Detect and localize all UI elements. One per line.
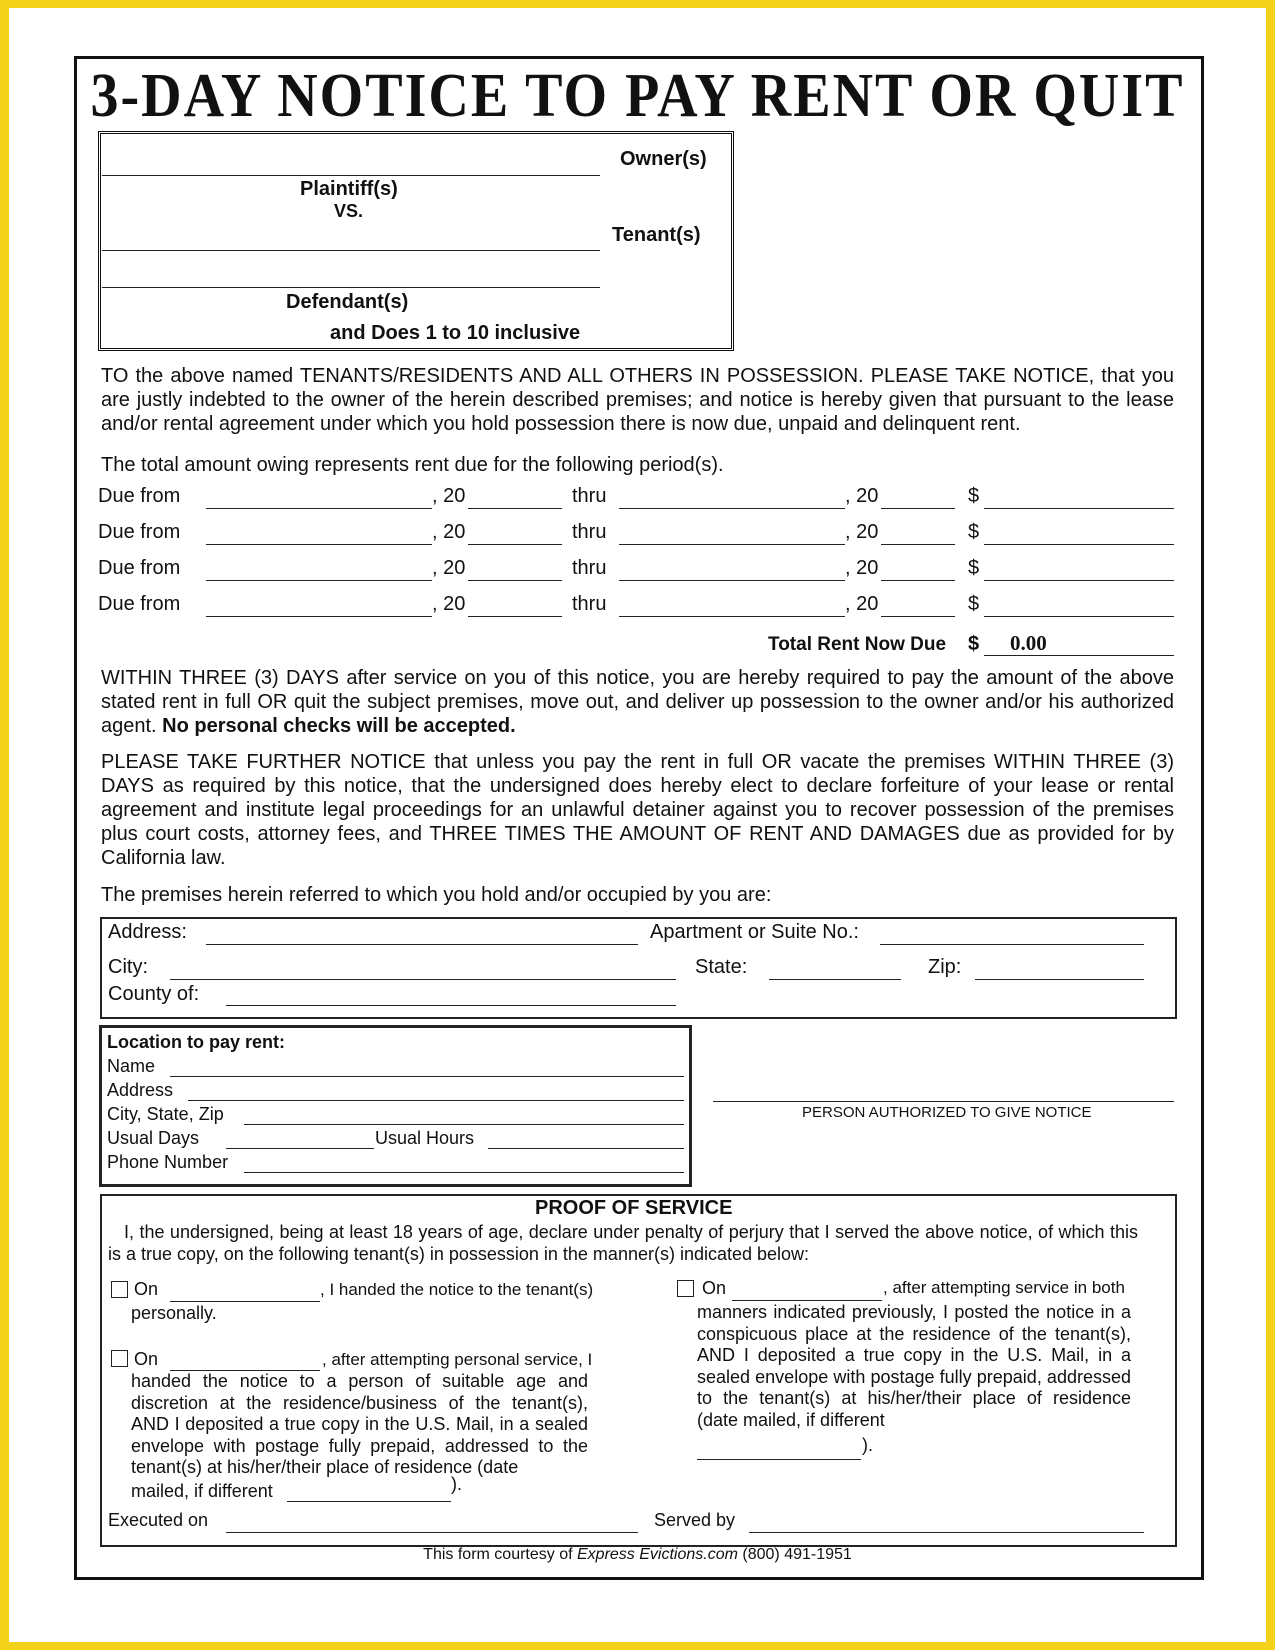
intro-paragraph: TO the above named TENANTS/RESIDENTS AND ALL OTHERS IN POSSESSION. PLEASE TAKE NOTICE, that you are justly indebted to the owner of the herein described premises; and notice is hereby given that pursuant to the lease and/or rental agreement under which you hold possession there is now due, unpaid and delinquent rent. xyxy=(101,365,1174,435)
option1-date-field[interactable] xyxy=(170,1301,320,1302)
pay-days-label: Usual Days xyxy=(107,1128,200,1148)
from-year-field[interactable] xyxy=(468,616,562,617)
option2-on-label: On xyxy=(134,1349,159,1369)
form-title: 3-DAY NOTICE TO PAY RENT OR QUIT xyxy=(90,61,1185,131)
tenant-line xyxy=(102,250,600,251)
option1-on-label: On xyxy=(134,1279,159,1299)
thru-label: thru xyxy=(572,557,607,579)
within-paragraph xyxy=(101,666,1174,738)
year-prefix: , 20 xyxy=(845,485,879,507)
pay-address-label: Address xyxy=(107,1080,174,1100)
year-prefix: , 20 xyxy=(432,557,466,579)
pay-city-field[interactable] xyxy=(244,1124,684,1125)
option2-mailed: mailed, if different xyxy=(131,1481,273,1501)
pay-name-label: Name xyxy=(107,1056,156,1076)
currency-label: $ xyxy=(968,521,980,543)
served-by-field[interactable] xyxy=(749,1532,1144,1533)
state-label: State: xyxy=(695,956,748,978)
thru-year-field[interactable] xyxy=(881,616,955,617)
does-label: and Does 1 to 10 inclusive xyxy=(330,322,581,344)
plaintiff-label: Plaintiff(s) xyxy=(300,178,398,200)
thru-year-field[interactable] xyxy=(881,508,955,509)
apt-label: Apartment or Suite No.: xyxy=(650,921,859,943)
executed-label: Executed on xyxy=(108,1510,209,1530)
proof-declaration-text: I, the undersigned, being at least 18 years of age, declare under penalty of perjury that I served the above notice, of which this is a true copy, on the following tenant(s) in possession in the manner(s) indicated below: xyxy=(108,1222,1138,1264)
address-field[interactable] xyxy=(206,944,638,945)
state-field[interactable] xyxy=(769,979,901,980)
footer xyxy=(0,1546,1275,1564)
option3-date-field[interactable] xyxy=(732,1300,882,1301)
due-from-label: Due from xyxy=(98,485,181,507)
proof-heading: PROOF OF SERVICE xyxy=(535,1197,733,1219)
option3-on-label: On xyxy=(702,1278,727,1298)
authorized-label: PERSON AUTHORIZED TO GIVE NOTICE xyxy=(802,1104,1092,1121)
footer-prefix: This form courtesy of xyxy=(423,1546,573,1563)
premises-box xyxy=(100,917,1177,1019)
thru-label: thru xyxy=(572,485,607,507)
year-prefix: , 20 xyxy=(845,593,879,615)
currency-label: $ xyxy=(968,557,980,579)
option3-close: ). xyxy=(862,1435,873,1455)
pay-hours-label: Usual Hours xyxy=(375,1128,475,1148)
further-notice-paragraph: PLEASE TAKE FURTHER NOTICE that unless you pay the rent in full OR vacate the premises WITHIN THREE (3) DAYS as required by this notice, that the undersigned does hereby elect to declare forfeiture of your lease or rental agreement and institute legal proceedings for an unlawful detainer against you to recover possession of the premises plus court costs, attorney fees, and THREE TIMES THE AMOUNT OF RENT AND DAMAGES due as provided for by California law. xyxy=(101,751,1174,869)
city-label: City: xyxy=(108,956,148,978)
total-currency: $ xyxy=(968,633,980,655)
option1-cont: personally. xyxy=(131,1303,217,1323)
option3-mailed-field[interactable] xyxy=(697,1459,861,1460)
zip-label: Zip: xyxy=(928,956,962,978)
pay-location-heading: Location to pay rent: xyxy=(107,1032,286,1052)
served-label: Served by xyxy=(654,1510,736,1530)
option2-checkbox[interactable] xyxy=(111,1350,128,1367)
amount-field[interactable] xyxy=(984,580,1174,581)
due-from-label: Due from xyxy=(98,557,181,579)
no-checks-text: No personal checks will be accepted. xyxy=(162,715,516,737)
due-from-label: Due from xyxy=(98,593,181,615)
option1-text: , I handed the notice to the tenant(s) xyxy=(320,1280,594,1299)
county-field[interactable] xyxy=(226,1005,676,1006)
zip-field[interactable] xyxy=(975,979,1144,980)
from-date-field[interactable] xyxy=(206,508,432,509)
from-year-field[interactable] xyxy=(468,580,562,581)
total-label: Total Rent Now Due xyxy=(768,634,947,655)
thru-label: thru xyxy=(572,593,607,615)
address-label: Address: xyxy=(108,921,187,943)
footer-phone: (800) 491-1951 xyxy=(742,1546,852,1563)
from-date-field[interactable] xyxy=(206,544,432,545)
county-label: County of: xyxy=(108,983,200,1005)
defendant-line xyxy=(102,287,600,288)
proof-declaration xyxy=(108,1222,1138,1265)
pay-phone-label: Phone Number xyxy=(107,1152,229,1172)
thru-date-field[interactable] xyxy=(619,508,845,509)
year-prefix: , 20 xyxy=(432,485,466,507)
amount-field[interactable] xyxy=(984,544,1174,545)
total-value: 0.00 xyxy=(1010,631,1047,655)
amount-field[interactable] xyxy=(984,508,1174,509)
amount-field[interactable] xyxy=(984,616,1174,617)
year-prefix: , 20 xyxy=(432,521,466,543)
pay-phone-field[interactable] xyxy=(244,1172,684,1173)
pay-hours-field[interactable] xyxy=(488,1148,684,1149)
pay-name-field[interactable] xyxy=(170,1076,684,1077)
pay-days-field[interactable] xyxy=(226,1148,374,1149)
executed-date-field[interactable] xyxy=(226,1532,638,1533)
currency-label: $ xyxy=(968,485,980,507)
thru-date-field[interactable] xyxy=(619,616,845,617)
year-prefix: , 20 xyxy=(845,521,879,543)
option1-checkbox[interactable] xyxy=(111,1281,128,1298)
pay-city-label: City, State, Zip xyxy=(107,1104,224,1124)
from-year-field[interactable] xyxy=(468,508,562,509)
option2-cont: handed the notice to a person of suitable age and discretion at the residence/business of the tenant(s), AND I deposited a true copy in the U.S. Mail, in a sealed envelope with postage fully prepaid, addressed to the tenant(s) at his/her/their place of residence (date xyxy=(131,1371,588,1477)
owner-label: Owner(s) xyxy=(620,148,707,170)
currency-label: $ xyxy=(968,593,980,615)
apt-field[interactable] xyxy=(880,944,1144,945)
footer-company: Express Evictions.com xyxy=(577,1546,738,1563)
from-year-field[interactable] xyxy=(468,544,562,545)
within-text: WITHIN THREE (3) DAYS after service on you of this notice, you are hereby required to pay the amount of the above stated rent in full OR quit the subject premises, move out, and deliver up possession to the owner and/or his authorized agent. xyxy=(101,667,1174,737)
option3-cont: manners indicated previously, I posted the notice in a conspicuous place at the residence of the tenant(s), AND I deposited a true copy in the U.S. Mail, in a sealed envelope with postage fully prepaid, addressed to the tenant(s) at his/her/their place of residence (date mailed, if different xyxy=(697,1302,1131,1430)
from-date-field[interactable] xyxy=(206,616,432,617)
period-intro: The total amount owing represents rent due for the following period(s). xyxy=(101,454,724,476)
defendant-label: Defendant(s) xyxy=(286,291,409,313)
year-prefix: , 20 xyxy=(432,593,466,615)
owner-line xyxy=(102,175,600,176)
thru-label: thru xyxy=(572,521,607,543)
thru-year-field[interactable] xyxy=(881,544,955,545)
tenant-label: Tenant(s) xyxy=(612,224,701,246)
option3-text: , after attempting service in both xyxy=(883,1278,1125,1297)
city-field[interactable] xyxy=(170,979,676,980)
option2-mailed-field[interactable] xyxy=(287,1501,451,1502)
year-prefix: , 20 xyxy=(845,557,879,579)
thru-date-field[interactable] xyxy=(619,544,845,545)
thru-year-field[interactable] xyxy=(881,580,955,581)
vs-label: VS. xyxy=(334,201,364,221)
premises-intro: The premises herein referred to which you hold and/or occupied by you are: xyxy=(101,884,772,906)
option2-close: ). xyxy=(451,1474,462,1494)
due-from-label: Due from xyxy=(98,521,181,543)
option3-checkbox[interactable] xyxy=(677,1280,694,1297)
thru-date-field[interactable] xyxy=(619,580,845,581)
pay-address-field[interactable] xyxy=(188,1100,684,1101)
authorized-signature-field[interactable] xyxy=(713,1101,1174,1102)
option2-text: , after attempting personal service, I xyxy=(322,1350,593,1369)
from-date-field[interactable] xyxy=(206,580,432,581)
total-amount-field xyxy=(984,655,1174,656)
